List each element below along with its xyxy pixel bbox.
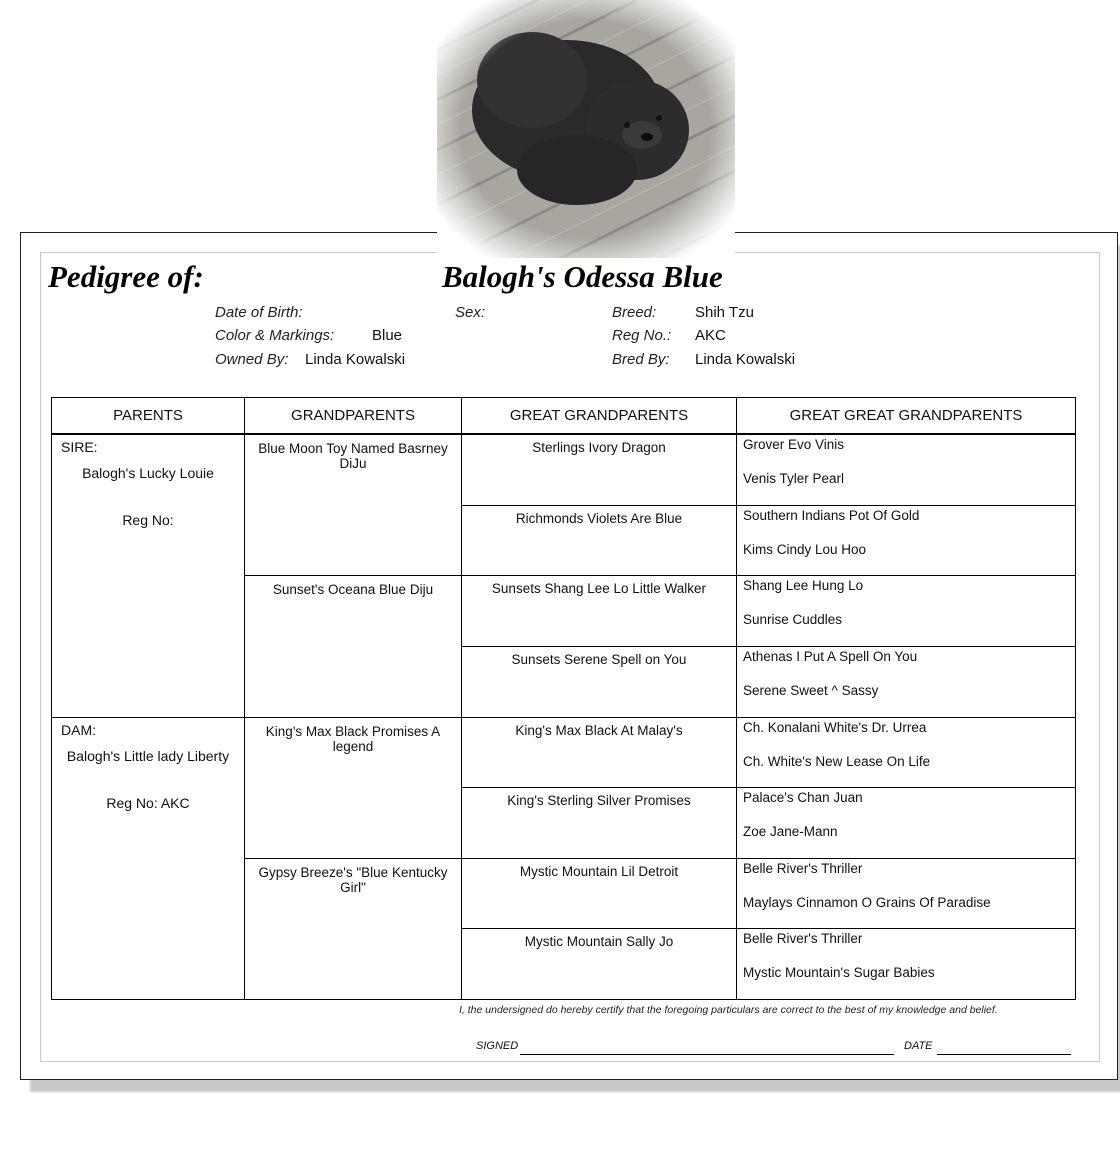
- great-grandparent-cell: Sunsets Serene Spell on You: [462, 646, 737, 717]
- great-grandparent-cell: Sunsets Shang Lee Lo Little Walker: [462, 576, 737, 647]
- reg-no-value: AKC: [695, 327, 726, 344]
- sex-label: Sex:: [455, 304, 486, 321]
- great-great-grandparent-cell: [737, 646, 1076, 717]
- gggp-name: Athenas I Put A Spell On You: [743, 648, 918, 664]
- header-great-great-grandparents: GREAT GREAT GRANDPARENTS: [737, 398, 1076, 435]
- grandparent-cell: King's Max Black Promises A legend: [245, 717, 462, 858]
- gggp-name: Sunrise Cuddles: [743, 612, 843, 628]
- dam-cell: [52, 717, 245, 999]
- great-grandparent-cell: Richmonds Violets Are Blue: [462, 505, 737, 576]
- great-grandparent-cell: Sterlings Ivory Dragon: [462, 434, 737, 505]
- breed-label: Breed:: [612, 304, 657, 321]
- date-line[interactable]: [937, 1054, 1071, 1055]
- dog-name-title: Balogh's Odessa Blue: [442, 259, 723, 294]
- sire-name: Balogh's Lucky Louie: [82, 465, 214, 481]
- gggp-name: Shang Lee Hung Lo: [743, 578, 864, 594]
- table-row: [52, 717, 1076, 788]
- gggp-name: Southern Indians Pot Of Gold: [743, 507, 920, 523]
- great-grandparent-cell: King's Max Black At Malay's: [462, 717, 737, 788]
- gggp-name: Palace's Chan Juan: [743, 790, 863, 806]
- great-great-grandparent-cell: [737, 788, 1076, 859]
- date-label: DATE: [904, 1040, 933, 1052]
- bred-by-label: Bred By:: [612, 351, 670, 368]
- dog-photo: [437, 0, 735, 258]
- great-great-grandparent-cell: [737, 858, 1076, 929]
- great-great-grandparent-cell: [737, 717, 1076, 788]
- gggp-name: Zoe Jane-Mann: [743, 824, 838, 840]
- pedigree-table: [51, 397, 1076, 1000]
- gggp-name: Maylays Cinnamon O Grains Of Paradise: [743, 894, 991, 910]
- dam-role: DAM:: [61, 721, 96, 738]
- grandparent-cell: Sunset's Oceana Blue Diju: [245, 576, 462, 717]
- great-great-grandparent-cell: [737, 576, 1076, 647]
- signed-label: SIGNED: [476, 1040, 519, 1052]
- dog-photo-image: [437, 0, 735, 258]
- gggp-name: Ch. Konalani White's Dr. Urrea: [743, 719, 927, 735]
- header-grandparents: GRANDPARENTS: [245, 398, 462, 435]
- gggp-name: Kims Cindy Lou Hoo: [743, 541, 867, 557]
- signature-line[interactable]: [520, 1054, 894, 1055]
- bred-by-value: Linda Kowalski: [695, 351, 796, 368]
- table-header-row: [52, 398, 1076, 435]
- gggp-name: Grover Evo Vinis: [743, 437, 845, 452]
- header-parents: PARENTS: [52, 398, 245, 435]
- gggp-name: Serene Sweet ^ Sassy: [743, 682, 879, 698]
- sire-reg: Reg No:: [122, 512, 174, 528]
- gggp-name: Ch. White's New Lease On Life: [743, 753, 931, 769]
- pedigree-label: Pedigree of:: [48, 259, 204, 294]
- color-markings-label: Color & Markings:: [215, 327, 335, 344]
- owned-by-value: Linda Kowalski: [305, 351, 406, 368]
- sire-role: SIRE:: [61, 439, 98, 455]
- dam-reg: Reg No: AKC: [106, 794, 190, 811]
- great-great-grandparent-cell: [737, 929, 1076, 1000]
- header-great-grandparents: GREAT GRANDPARENTS: [462, 398, 737, 435]
- great-great-grandparent-cell: [737, 505, 1076, 576]
- owned-by-label: Owned By:: [215, 351, 289, 368]
- great-grandparent-cell: Mystic Mountain Sally Jo: [462, 929, 737, 1000]
- reg-no-label: Reg No.:: [612, 327, 672, 344]
- breed-value: Shih Tzu: [695, 304, 754, 321]
- great-great-grandparent-cell: [737, 434, 1076, 505]
- grandparent-cell: Gypsy Breeze's "Blue Kentucky Girl": [245, 858, 462, 999]
- great-grandparent-cell: King's Sterling Silver Promises: [462, 788, 737, 859]
- great-grandparent-cell: Mystic Mountain Lil Detroit: [462, 858, 737, 929]
- sire-cell: [52, 434, 245, 717]
- gggp-name: Venis Tyler Pearl: [743, 471, 845, 486]
- dam-name: Balogh's Little lady Liberty: [66, 747, 230, 764]
- grandparent-cell: Blue Moon Toy Named Basrney DiJu: [245, 434, 462, 576]
- gggp-name: Belle River's Thriller: [743, 931, 863, 947]
- gggp-name: Mystic Mountain's Sugar Babies: [743, 965, 935, 981]
- table-row: [52, 434, 1076, 505]
- certification-text: I, the undersigned do hereby certify that the foregoing particulars are correct to the best of my knowledge and belief.: [459, 1004, 998, 1016]
- color-markings-value: Blue: [372, 327, 403, 344]
- gggp-name: Belle River's Thriller: [743, 860, 863, 876]
- dob-label: Date of Birth:: [215, 304, 303, 321]
